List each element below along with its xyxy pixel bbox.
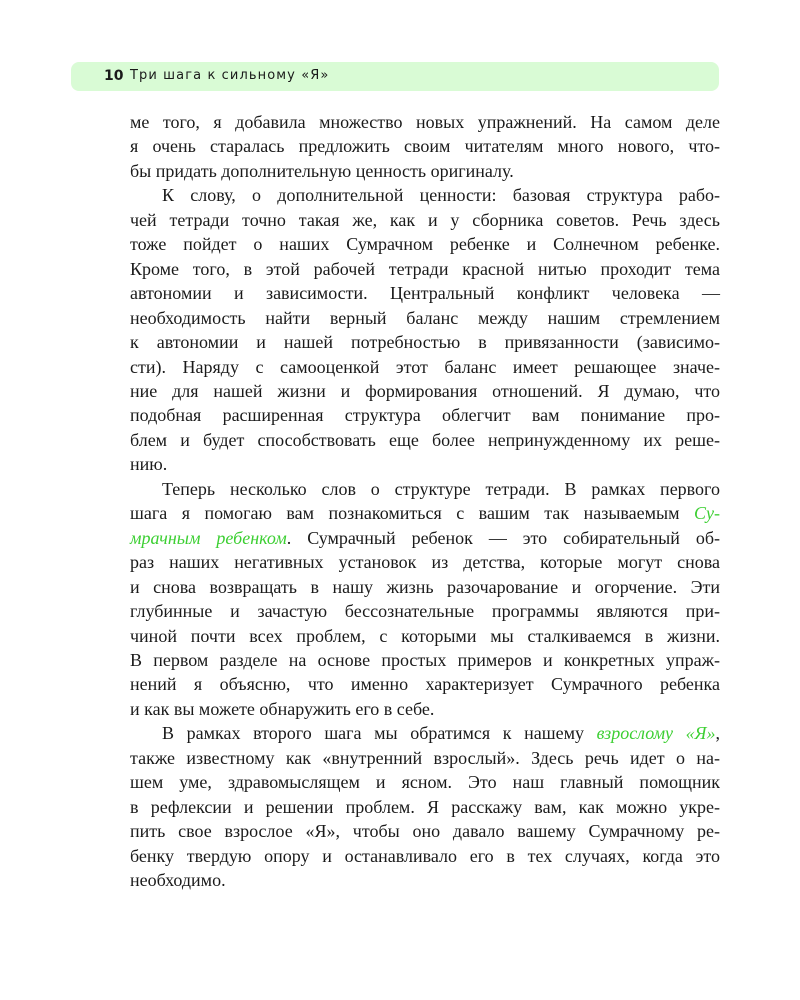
page-number: 10 bbox=[104, 68, 124, 84]
text-line: автономии и зависимости. Центральный конфликт человека — bbox=[130, 283, 720, 304]
text-line: сти). Наряду с самооценкой этот баланс имеет решающее значе- bbox=[130, 356, 720, 377]
text-line: тоже пойдет о наших Сумрачном ребенке и Солнечном ребенке. bbox=[130, 234, 720, 255]
text-line: в рефлексии и решении проблем. Я расскажу вам, как можно укре- bbox=[130, 796, 720, 817]
text-segment: , bbox=[715, 723, 720, 744]
text-line: шем уме, здравомыслящем и ясном. Это наш главный помощник bbox=[130, 772, 720, 793]
highlighted-term: взрослому «Я» bbox=[596, 723, 716, 744]
text-line: ме того, я добавила множество новых упражнений. На самом деле bbox=[130, 112, 720, 132]
text-line: чей тетради точно такая же, как и у сборника советов. Речь здесь bbox=[130, 209, 720, 230]
text-line: бенку твердую опору и останавливало его в тех случаях, когда это bbox=[130, 845, 720, 866]
paragraph-3 bbox=[130, 477, 720, 722]
text-line: В первом разделе на основе простых примеров и конкретных упраж- bbox=[130, 649, 720, 670]
running-title: Три шага к сильному «Я» bbox=[130, 68, 330, 83]
text-line: и как вы можете обнаружить его в себе. bbox=[130, 698, 435, 719]
text-line: раз наших негативных установок из детства, которые могут снова bbox=[130, 552, 720, 573]
text-line bbox=[130, 501, 720, 525]
text-line: также известному как «внутренний взрослый». Здесь речь идет о на- bbox=[130, 747, 720, 768]
text-segment: . Сумрачный ребенок — это собирательный об- bbox=[286, 527, 720, 548]
text-line bbox=[130, 526, 720, 550]
text-line: ние для нашей жизни и формирования отношений. Я думаю, что bbox=[130, 380, 720, 401]
text-line: К слову, о дополнительной ценности: базовая структура рабо- bbox=[162, 185, 720, 206]
text-line: и снова возвращать в нашу жизнь разочарование и огорчение. Эти bbox=[130, 576, 720, 597]
text-line: пить свое взрослое «Я», чтобы оно давало вашему Сумрачному ре- bbox=[130, 821, 720, 842]
text-segment: В рамках второго шага мы обратимся к нашему bbox=[162, 723, 597, 744]
text-line: нию. bbox=[130, 454, 168, 475]
text-line: нений я объясню, что именно характеризует Сумрачного ребенка bbox=[130, 674, 720, 695]
body-text bbox=[130, 110, 720, 893]
text-line: Теперь несколько слов о структуре тетради. В рамках первого bbox=[162, 478, 720, 499]
text-line: глубинные и зачастую бессознательные программы являются при- bbox=[130, 601, 720, 622]
text-line: блем и будет способствовать еще более непринужденному их реше- bbox=[130, 429, 720, 450]
text-segment: шага я помогаю вам познакомиться с вашим так называемым bbox=[130, 503, 694, 524]
paragraph-1 bbox=[130, 110, 720, 183]
paragraph-4 bbox=[130, 721, 720, 892]
text-line: необходимость найти верный баланс между нашим стремлением bbox=[130, 307, 720, 328]
text-line: к автономии и нашей потребностью в привязанности (зависимо- bbox=[130, 332, 720, 353]
text-line: бы придать дополнительную ценность оригиналу. bbox=[130, 160, 514, 181]
highlighted-term: мрачным ребенком bbox=[130, 527, 287, 548]
text-line: Кроме того, в этой рабочей тетради красной нитью проходит тема bbox=[130, 258, 720, 279]
paragraph-2 bbox=[130, 183, 720, 476]
text-line: чиной почти всех проблем, с которыми мы сталкиваемся в жизни. bbox=[130, 625, 720, 646]
text-line: я очень старалась предложить своим читателям много нового, что- bbox=[130, 136, 720, 157]
text-line: подобная расширенная структура облегчит вам понимание про- bbox=[130, 405, 720, 426]
text-line bbox=[130, 721, 720, 745]
highlighted-term: Су- bbox=[694, 503, 720, 524]
text-line: необходимо. bbox=[130, 870, 226, 891]
